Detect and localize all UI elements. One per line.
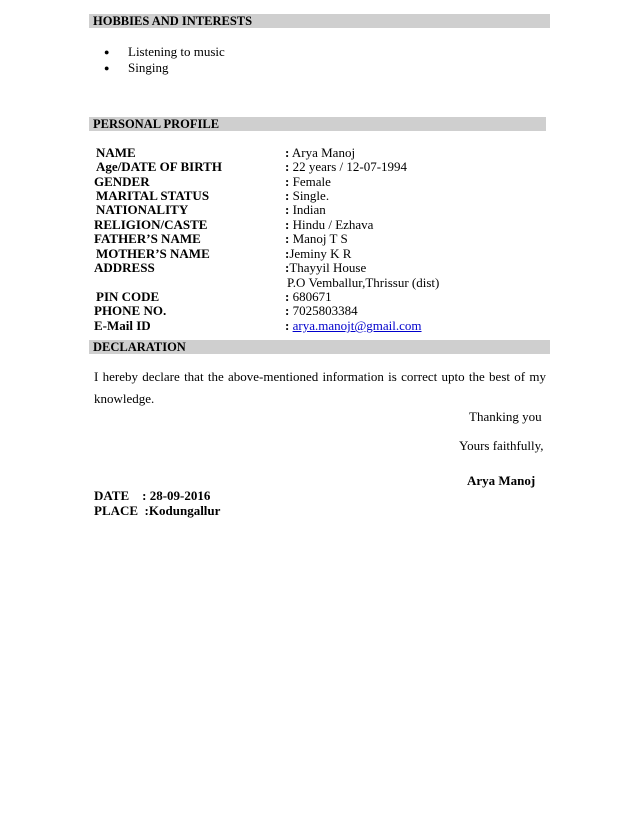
profile-label: FATHER’S NAME — [94, 231, 201, 246]
profile-label: MARITAL STATUS — [96, 188, 210, 203]
profile-label: Age/DATE OF BIRTH — [96, 159, 222, 174]
profile-value: Manoj T S — [289, 231, 348, 246]
separator: : — [285, 318, 290, 333]
profile-label: PHONE NO. — [94, 303, 167, 318]
bullet-icon: ● — [104, 47, 110, 57]
profile-label: NAME — [96, 145, 136, 160]
declaration-heading: DECLARATION — [89, 340, 550, 354]
separator: : — [285, 202, 290, 217]
separator: : — [285, 217, 290, 232]
separator: : — [285, 289, 290, 304]
email-link[interactable]: arya.manojt@gmail.com — [292, 318, 422, 333]
thanking-text: Thanking you — [469, 409, 542, 424]
date-line: DATE : 28-09-2016 — [94, 488, 211, 503]
profile-value: P.O Vemballur,Thrissur (dist) — [287, 275, 440, 290]
profile-label: NATIONALITY — [96, 202, 189, 217]
profile-label: MOTHER’S NAME — [96, 246, 210, 261]
declaration-text: I hereby declare that the above-mentioned information is correct upto the best of my knowledge. — [94, 369, 546, 406]
profile-value: Single. — [289, 188, 330, 203]
separator: : — [285, 159, 290, 174]
profile-label: GENDER — [94, 174, 150, 189]
profile-value: Arya Manoj — [289, 145, 356, 160]
profile-value: Female — [289, 174, 331, 189]
profile-label: RELIGION/CASTE — [94, 217, 208, 232]
separator: : — [285, 188, 290, 203]
separator: : — [285, 231, 290, 246]
profile-label: E-Mail ID — [94, 318, 151, 333]
hobbies-heading: HOBBIES AND INTERESTS — [89, 14, 550, 28]
place-line: PLACE :Kodungallur — [94, 503, 221, 518]
hobby-text: Listening to music — [128, 44, 225, 59]
hobby-text: Singing — [128, 60, 169, 75]
separator: : — [285, 260, 290, 275]
separator: : — [285, 246, 290, 261]
separator: : — [285, 174, 290, 189]
profile-value: 22 years / 12-07-1994 — [289, 159, 408, 174]
profile-value: Jeminy K R — [289, 246, 352, 261]
profile-label: ADDRESS — [94, 260, 155, 275]
separator: : — [285, 303, 290, 318]
signature-name: Arya Manoj — [467, 473, 536, 488]
bullet-icon: ● — [104, 63, 110, 73]
profile-heading: PERSONAL PROFILE — [89, 117, 546, 131]
list-item — [104, 60, 168, 76]
profile-value: Hindu / Ezhava — [289, 217, 374, 232]
profile-value: 680671 — [289, 289, 332, 304]
list-item — [104, 44, 225, 60]
profile-label: PIN CODE — [96, 289, 160, 304]
profile-value: Indian — [289, 202, 326, 217]
profile-value: 7025803384 — [289, 303, 358, 318]
profile-value: Thayyil House — [289, 260, 367, 275]
closing-text: Yours faithfully, — [459, 438, 544, 453]
separator: : — [285, 145, 290, 160]
